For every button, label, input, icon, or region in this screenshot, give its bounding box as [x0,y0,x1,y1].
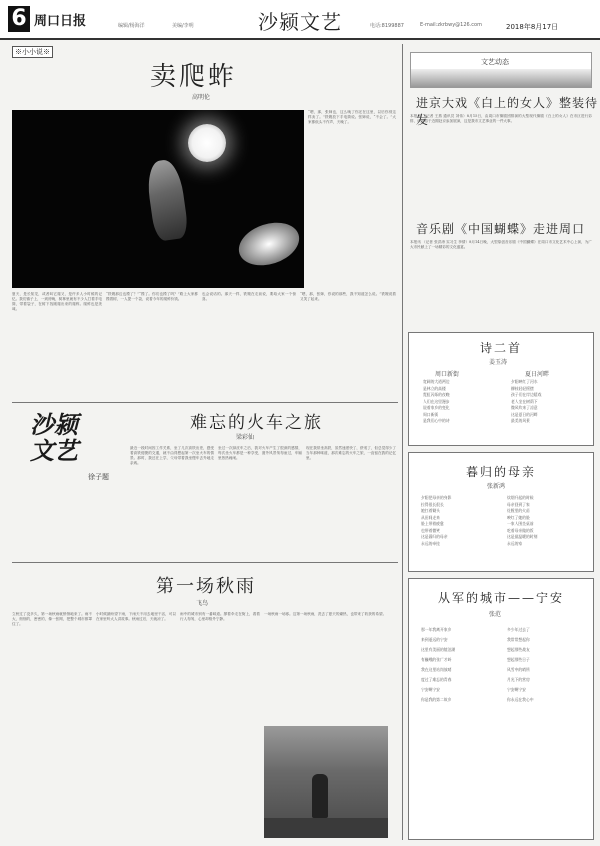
story3-author: 飞鸟 [196,600,209,607]
city-poem-author: 张范 [489,611,502,618]
mother-poem-title: 暮归的母亲 [465,465,536,479]
story1-col4: 也会说话的。那天一样，铁嫂在走前说，要给大家一个惊喜。 [202,292,296,301]
story1-author: 高明伦 [192,94,211,101]
rain-street-photo [264,726,388,838]
designer: 美编/李明 [172,23,194,29]
story1-col5: “嗯，那，张婶，你说的那些，我不知道怎么说。”铁嫂说着又笑了起来。 [300,292,396,301]
calligraphy-signature: 徐子题 [88,473,109,481]
mother-poem-right: 炊烟升起的时候 母亲回到了家 灶膛里的火苗 映红了她的脸 一家人围坐桌前 吃着母亲做的饭 这是最温暖的时刻 永远的家 [507,495,538,546]
story3-col4: 一场秋雨一场寒。这第一场秋雨，洗去了夏天的燥热，也带来了收获的希望。 [264,612,387,616]
news1-body: 本报讯 （记者 王燕 通讯员 刘伟）8月15日，由周口市豫剧团排演的大型现代豫剧《白上的女人》在市区进行彩排，该剧将于近期赴京参加展演，这是我市文艺事业的一件大事。 [410,114,592,123]
issue-date: 2018年8月17日 [506,23,559,31]
column-tag: ※小小说※ [12,46,53,58]
story2-title: 难忘的火车之旅 [190,413,323,433]
calligraphy-block [30,412,120,512]
poems-group-author: 姜玉涛 [489,359,508,366]
story1-title: 卖爬蚱 [150,62,238,92]
ground-shape [264,818,388,838]
page-header [0,0,600,40]
story3-col3: 雨中的城市别有一番味道。撑着伞走在街上，看着行人匆匆，心里却格外宁静。 [180,612,260,621]
poems-box [408,332,594,446]
story2-col1: 最近一段时间因工作关系，坐了几次高铁出差，感受着高铁便捷的交通，就不由得想起第一次坐火车的情景。那时，我还在上学，父母带着我坐慢车去外地走亲戚。 [130,446,214,465]
poem2-title: 夏日河畔 [525,371,550,378]
cicada-night-photo [12,110,304,288]
phone: 电话:8199887 [370,23,404,29]
story3-title: 第一场秋雨 [156,576,256,597]
divider [12,562,398,563]
email: E-mail:zkrbwy@126.com [420,22,482,28]
newspaper-name: 周口日报 [34,14,87,29]
poems-group-title: 诗二首 [479,341,522,355]
city-poem-box [408,578,594,840]
page-number: 6 [8,6,30,32]
section-title: 沙颍文艺 [258,10,342,34]
editor: 编辑/杨海洋 [118,23,145,29]
city-poem-left: 那一年我离开家乡 来到遥远的宁安 这里有美丽的镜泊湖 有巍峨的张广才岭 我在这里站岗放哨 度过了难忘的青春 宁安啊宁安 你是我的第二故乡 [421,627,456,702]
mother-poem-left: 夕阳把母亲的身影 拉得很长很长 她扛着锄头 从田间走来 脸上带着疲惫 也带着微笑 这是暮归的母亲 永远的牵挂 [421,495,452,546]
column-divider [402,44,403,840]
story3-col1: 立秋过了没多久，第一场秋雨就悄悄地来了。雨不大，细细的，密密的，像一张网，把整个城市都罩住了。 [12,612,92,626]
poem2-text: 夕阳映红了河水 柳枝轻轻摇摆 孩子们在岸边嬉戏 老人坐在树荫下 微风吹来了凉意 这是夏日的河畔 最美的风景 [511,379,542,423]
culture-label: 文艺动态 [481,58,509,66]
mother-poem-author: 张新鸿 [487,483,506,490]
news2-title: 音乐剧《中国蝴蝶》走进周口 [416,222,586,236]
culture-banner [410,52,592,88]
city-poem-title: 从军的城市——宁安 [437,591,564,605]
moon-shape [188,124,226,162]
story1-col2: “嗯，那，张婶也，这么晚了你还在这里，以后你别这样卖了。”铁嫂放下手电筒说。张婶说，“不会了。”大家都低头不作声，天晚了。 [308,110,396,124]
divider [12,402,398,403]
story2-author: 梁彩仙 [236,434,255,441]
poem1-title: 周口新街 [435,371,460,378]
calligraphy-text: 沙颍文艺 [30,410,78,465]
cicada-shape [145,158,190,242]
news2-body: 本报讯 （记者 张洪涛 实习生 李倩）8月14日晚，大型原创音乐剧《中国蝴蝶》在周口市文化艺术中心上演，为广大市民献上了一场精彩的文化盛宴。 [410,240,592,249]
poem1-text: 宽阔的大道两边 是林立的高楼 霓虹闪烁的夜晚 人们在这里漫步 说着家乡的变化 周口新街 是我们心中的诗 [423,379,450,423]
story2-col2: 坐过一次绿皮车之后，我对火车产生了很深的感情，每次坐火车都是一种享受，窗外风景匆匆而过，车厢里热热闹闹。 [218,446,302,460]
city-poem-right: 多少年过去了 我常常想起你 想起那些战友 想起那些日子 风雪中的哨所 月光下的营房 宁安啊宁安 你永远在我心中 [507,627,534,702]
cicada-closeup-shape [233,215,304,272]
story1-col1: 夏天，是长知龙，或者叫它爬叉，是许多人小时候的记忆。我们镇子上，一到傍晚，树林里就有不少人打着手电筒，带着袋子，在树下找刚爬出来的爬蚱。爬蚱也是美味。 [12,292,102,311]
story3-col2: 小时候最盼望下雨，下雨天不用去地里干活，可以在家里听大人讲故事。秋雨过后，天就凉了。 [96,612,176,621]
news1-title: 进京大戏《白上的女人》整装待发 [416,96,599,127]
story2-col3: 现在我常坐高铁，虽然速度快了，舒适了，但总觉得少了当年那种味道，那次难忘的火车之旅，一直留在我的记忆里。 [306,446,396,460]
person-shape [312,774,328,818]
mother-poem-box [408,452,594,572]
story1-col3: “铁嫂那边也摸了？”“摸了。你们也摸了吗？”路上大家都摸着树，一人提一个袋，说着今年的爬蚱价钱。 [106,292,198,301]
banner-landscape [411,69,591,87]
